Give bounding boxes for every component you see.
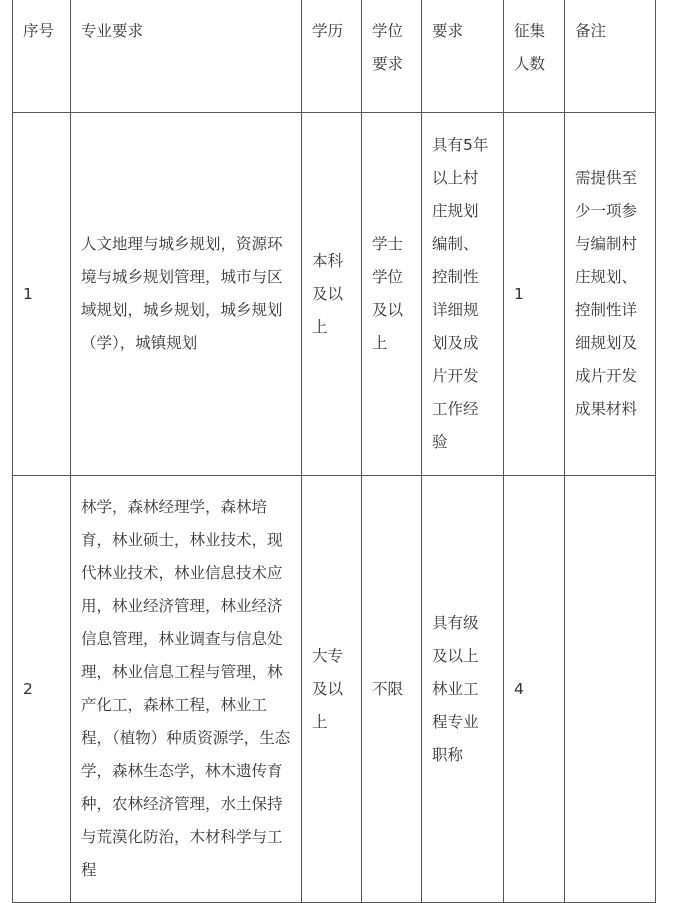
cell-major: 林学，森林经理学，森林培育，林业硕士，林业技术，现代林业技术，林业信息技术应用，林业经济管理，林业经济信息管理，林业调查与信息处理，林业信息工程与管理，林产化工，森林工程，林业工程，（植物）种质资源学，生态学，森林生态学，林木遗传育种，农林经济管理，水土保持与荒漠化防治，木材科学与工程 bbox=[71, 476, 302, 903]
cell-note bbox=[565, 476, 656, 903]
cell-seq: 1 bbox=[13, 113, 71, 476]
cell-count: 1 bbox=[504, 113, 565, 476]
cell-major: 人文地理与城乡规划，资源环境与城乡规划管理，城市与区域规划，城乡规划，城乡规划（学），城镇规划 bbox=[71, 113, 302, 476]
cell-education: 大专及以上 bbox=[302, 476, 362, 903]
requirements-table bbox=[12, 0, 656, 903]
header-education: 学历 bbox=[302, 0, 362, 113]
table-header-row bbox=[13, 0, 656, 113]
table-row bbox=[13, 476, 656, 903]
header-count: 征集人数 bbox=[504, 0, 565, 113]
cell-requirement: 具有5年以上村庄规划编制、控制性详细规划及成片开发工作经验 bbox=[422, 113, 504, 476]
cell-seq: 2 bbox=[13, 476, 71, 903]
header-degree: 学位要求 bbox=[362, 0, 422, 113]
header-requirement: 要求 bbox=[422, 0, 504, 113]
header-major: 专业要求 bbox=[71, 0, 302, 113]
table-row bbox=[13, 113, 656, 476]
header-note: 备注 bbox=[565, 0, 656, 113]
cell-education: 本科及以上 bbox=[302, 113, 362, 476]
cell-degree: 学士学位及以上 bbox=[362, 113, 422, 476]
cell-degree: 不限 bbox=[362, 476, 422, 903]
cell-requirement: 具有级及以上林业工程专业职称 bbox=[422, 476, 504, 903]
cell-count: 4 bbox=[504, 476, 565, 903]
header-seq: 序号 bbox=[13, 0, 71, 113]
cell-note: 需提供至少一项参与编制村庄规划、控制性详细规划及成片开发成果材料 bbox=[565, 113, 656, 476]
